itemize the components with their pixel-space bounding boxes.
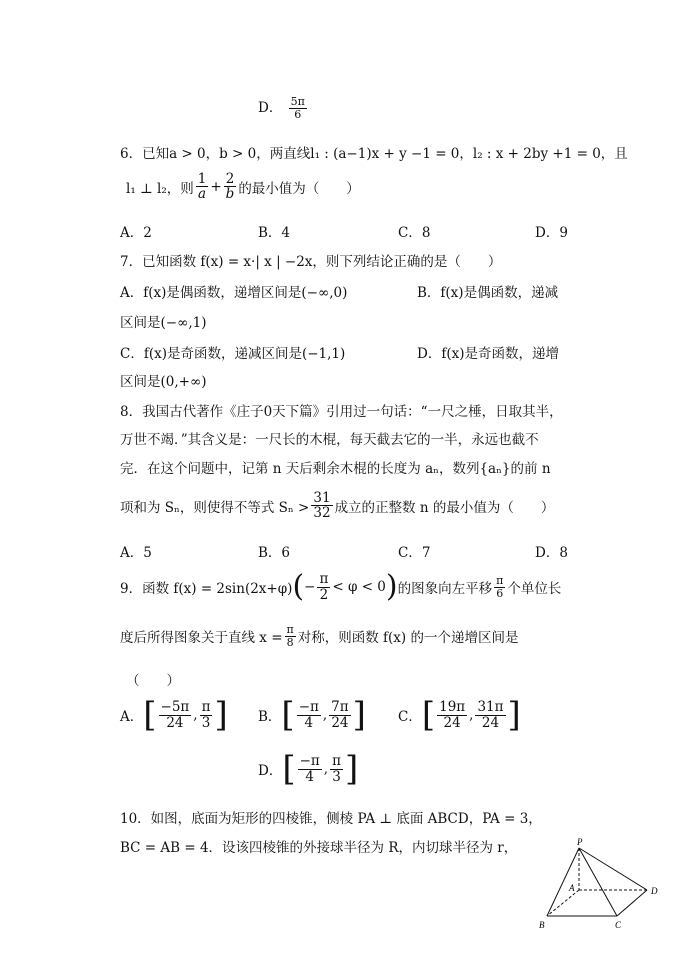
edge-PC bbox=[579, 848, 617, 916]
fraction-pi-over-6: $\frac{\pi}{6}$ bbox=[496, 573, 504, 600]
fraction-31-over-32: $\frac{31}{32}$ bbox=[313, 490, 331, 522]
q6-stem-line2: l₁ ⊥ l₂，则 $\frac{1}{a}$ + $\frac{2}{b}$ 的最小值为（ ） bbox=[126, 171, 360, 203]
q8-option-b: B．6 bbox=[258, 545, 291, 561]
label-A: A bbox=[569, 883, 575, 893]
q9-answer-paren: （ ） bbox=[126, 673, 180, 689]
q7-option-d: D．f(x)是奇函数，递增 bbox=[417, 346, 559, 362]
q6-option-b: B．4 bbox=[258, 225, 291, 241]
q8-stem-line4: 项和为 Sₙ，则使得不等式 Sₙ > $\frac{31}{32}$ 成立的正整数 n 的最小值为（ ） bbox=[120, 490, 555, 522]
q10-stem-line1: 10．如图，底面为矩形的四棱锥，侧棱 PA ⊥ 底面 ABCD，PA = 3， bbox=[120, 811, 542, 827]
q10-stem-line2: BC = AB = 4．设该四棱锥的外接球半径为 R，内切球半径为 r， bbox=[120, 840, 518, 856]
edge-PD bbox=[579, 848, 647, 890]
option-label: D． bbox=[258, 100, 283, 116]
q7-option-b: B．f(x)是偶函数，递减 bbox=[417, 285, 559, 301]
q8-stem-line2: 万世不竭．”其含义是：一尺长的木棍，每天截去它的一半，永远也截不 bbox=[120, 432, 539, 448]
q9-option-c: C． [ $\frac{19\pi}{24}$ , $\frac{31\pi}{24}$ ] bbox=[398, 695, 521, 735]
q8-option-d: D．8 bbox=[535, 545, 568, 561]
q9-stem-line1: 9．函数 f(x) = 2sin(2x+φ) ( − $\frac{\pi}{2}$ < φ < 0 ) 的图象向左平移 $\frac{\pi}{6}$ 个单位长 bbox=[120, 569, 562, 604]
pyramid-diagram bbox=[535, 838, 663, 934]
q6-option-c: C．8 bbox=[398, 225, 431, 241]
fraction-1-over-a: $\frac{1}{a}$ bbox=[197, 171, 207, 203]
prev-option-d bbox=[258, 96, 309, 121]
q7-stem: 7．已知函数 f(x) = x·| x | −2x，则下列结论正确的是（ ） bbox=[120, 254, 502, 270]
edge-AB bbox=[547, 890, 579, 916]
edge-CD bbox=[617, 890, 647, 916]
q9-option-a: A． [ $\frac{-5\pi}{24}$ , $\frac{\pi}{3}$ ] bbox=[120, 695, 228, 735]
label-B: B bbox=[539, 920, 545, 930]
q8-stem-line1: 8．我国古代著作《庄子0天下篇》引用过一句话：“一尺之棰，日取其半， bbox=[120, 404, 563, 420]
q6-option-d: D．9 bbox=[535, 225, 568, 241]
q8-stem-line3: 完．在这个问题中，记第 n 天后剩余木棍的长度为 aₙ，数列{aₙ}的前 n bbox=[120, 461, 551, 477]
fraction-pi-over-2: $\frac{\pi}{2}$ bbox=[319, 571, 329, 603]
q9-stem-line2: 度后所得图象关于直线 x = $\frac{\pi}{8}$ 对称，则函数 f(x) 的一个递增区间是 bbox=[120, 623, 519, 649]
fraction-pi-over-8: $\frac{\pi}{8}$ bbox=[286, 623, 294, 649]
q9-option-d: D． [ $\frac{-\pi}{4}$ , $\frac{\pi}{3}$ ] bbox=[258, 749, 359, 789]
label-D: D bbox=[651, 886, 658, 896]
q6-option-a: A．2 bbox=[120, 225, 152, 241]
q7-option-c: C．f(x)是奇函数，递减区间是(−1,1) bbox=[120, 346, 346, 362]
q7-option-a: A．f(x)是偶函数，递增区间是(−∞,0) bbox=[120, 285, 348, 301]
edge-PB bbox=[547, 848, 579, 916]
fraction: $\frac{5\pi}{6}$ bbox=[290, 95, 305, 121]
q8-option-a: A．5 bbox=[120, 545, 152, 561]
q9-option-b: B． [ $\frac{-\pi}{4}$ , $\frac{7\pi}{24}$ ] bbox=[258, 695, 366, 735]
label-P: P bbox=[577, 838, 583, 847]
q7-option-d-cont: 区间是(0,+∞) bbox=[120, 374, 207, 390]
q8-option-c: C．7 bbox=[398, 545, 431, 561]
fraction-2-over-b: $\frac{2}{b}$ bbox=[225, 171, 235, 203]
q7-option-b-cont: 区间是(−∞,1) bbox=[120, 315, 207, 331]
q6-stem-line1: 6．已知a > 0，b > 0，两直线l₁ : (a−1)x + y −1 = 0，l₂ : x + 2by +1 = 0，且 bbox=[120, 146, 628, 162]
label-C: C bbox=[615, 920, 622, 930]
